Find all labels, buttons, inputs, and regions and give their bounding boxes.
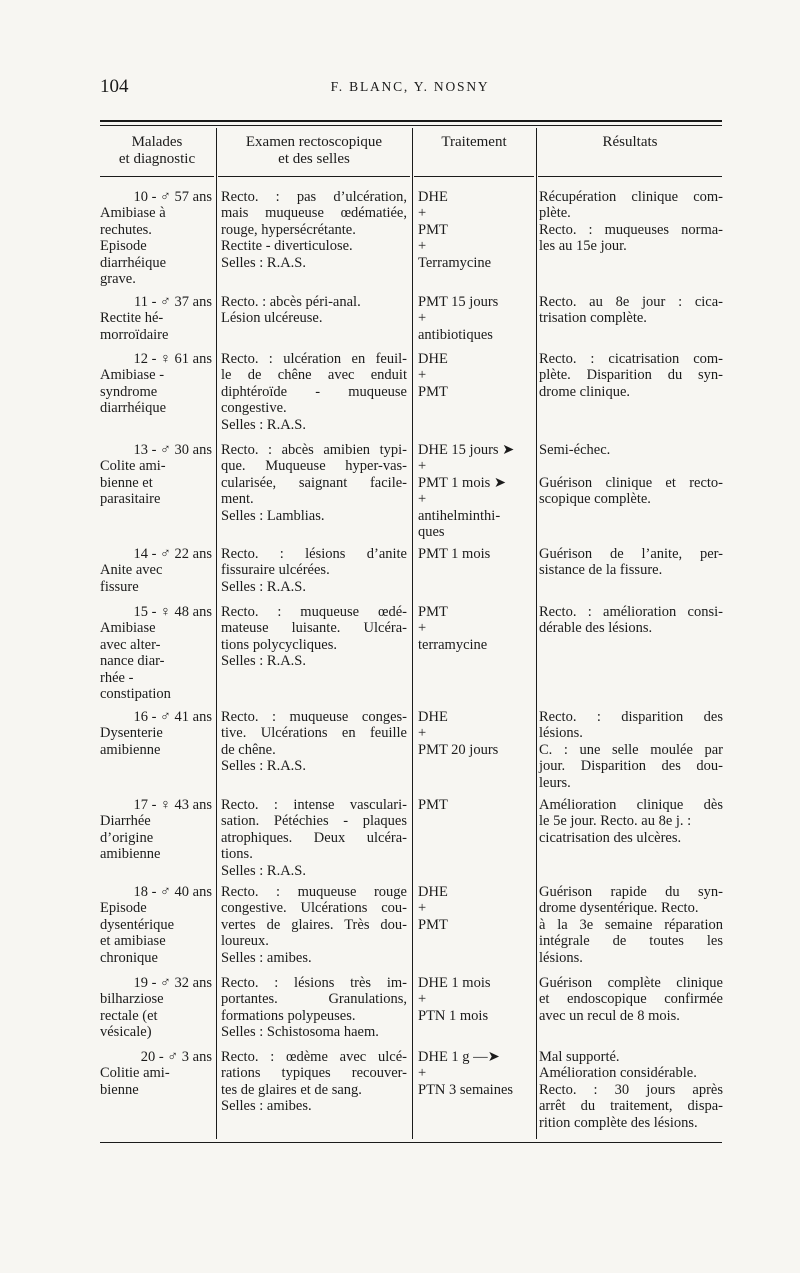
cell-examen: [221, 294, 407, 327]
text-line: Guérison rapide du syn-: [539, 884, 723, 900]
cell-resultats: [539, 351, 723, 400]
text-line: jour. Disparition des dou-: [539, 758, 723, 775]
text-line: Guérison complète clinique: [539, 975, 723, 991]
text-line: morroïdaire: [100, 326, 169, 343]
text-line: constipation: [100, 686, 171, 703]
cell-examen: [221, 546, 407, 595]
cell-traitement: [418, 546, 534, 562]
cell-examen: [221, 1049, 407, 1115]
text-line: PMT 1 mois ➤: [418, 474, 507, 491]
running-head: F. BLANC, Y. NOSNY: [330, 79, 490, 94]
text-line: plète.: [539, 205, 571, 222]
text-line: Amibiase à: [100, 205, 166, 222]
cell-examen: [221, 884, 407, 966]
table-top-rule: [100, 120, 722, 122]
text-line: 16 - ♂ 41 ans: [133, 709, 212, 725]
cell-malades: [100, 351, 212, 417]
text-line: PMT: [418, 604, 448, 620]
text-line: Rectite - diverticulose.: [221, 238, 353, 255]
text-line: Selles : amibes.: [221, 949, 312, 966]
cell-examen: [221, 351, 407, 433]
text-line: de chêne.: [221, 741, 276, 758]
text-line: formations polypeuses.: [221, 1007, 356, 1024]
column-header-traitement: [414, 134, 534, 151]
text-line: Selles : R.A.S.: [221, 254, 306, 271]
text-line: Recto. : lésions d’anite: [221, 546, 407, 562]
text-line: Selles : R.A.S.: [221, 653, 306, 670]
header-line: Malades: [131, 134, 183, 150]
text-line: ques: [418, 524, 445, 541]
text-line: Recto. : intense vasculari-: [221, 797, 407, 813]
text-line: Recto. : muqueuses norma-: [539, 221, 723, 238]
text-line: 11 - ♂ 37 ans: [134, 294, 212, 310]
text-line: dérable des lésions.: [539, 620, 653, 637]
text-line: Lésion ulcéreuse.: [221, 310, 323, 327]
cell-examen: [221, 975, 407, 1041]
text-line: 18 - ♂ 40 ans: [133, 884, 212, 900]
text-line: diphtéroïde - muqueuse: [221, 383, 407, 400]
text-line: DHE 1 g —➤: [418, 1049, 500, 1065]
cell-malades: [100, 546, 212, 595]
text-line: 20 - ♂ 3 ans: [140, 1049, 212, 1065]
header-underline: [100, 176, 214, 177]
text-line: rhée -: [100, 669, 134, 686]
cell-traitement: [418, 604, 534, 653]
text-line: Selles : Schistosoma haem.: [221, 1024, 379, 1041]
text-line: leurs.: [539, 774, 571, 791]
column-header-examen: [218, 134, 410, 168]
text-line: mateuse luisante. Ulcéra-: [221, 620, 407, 637]
text-line: sistance de la fissure.: [539, 562, 663, 579]
text-line: Episode: [100, 238, 147, 255]
cell-resultats: [539, 442, 723, 508]
text-line: Selles : Lamblias.: [221, 507, 325, 524]
text-line: C. : une selle moulée par: [539, 741, 723, 758]
text-line: congestive. Ulcérations cou-: [221, 900, 407, 917]
cell-resultats: [539, 884, 723, 966]
text-line: sation. Pétéchies - plaques: [221, 813, 407, 830]
text-line: le 5e jour. Recto. au 8e j. :: [539, 813, 692, 830]
text-line: tive. Ulcérations en feuille: [221, 725, 407, 742]
text-line: Rectite hé-: [100, 310, 164, 327]
cell-malades: [100, 797, 212, 863]
text-line: rations typiques recouver-: [221, 1065, 407, 1082]
text-line: dysentérique: [100, 916, 175, 933]
text-line: congestive.: [221, 400, 287, 417]
header-underline: [538, 176, 722, 177]
text-line: 13 - ♂ 30 ans: [133, 442, 212, 458]
text-line: bienne: [100, 1081, 139, 1098]
text-line: nance diar-: [100, 653, 165, 670]
text-line: Diarrhée: [100, 813, 151, 830]
text-line: amibienne: [100, 741, 161, 758]
cell-traitement: [418, 975, 534, 1024]
text-line: Recto. : cicatrisation com-: [539, 351, 723, 367]
text-line: Récupération clinique com-: [539, 189, 723, 205]
text-line: Recto. : lésions très im-: [221, 975, 407, 991]
column-divider: [536, 128, 537, 1139]
text-line: plète. Disparition du syn-: [539, 367, 723, 384]
text-line: Colite ami-: [100, 458, 166, 475]
text-line: PTN 3 semaines: [418, 1081, 514, 1098]
cell-resultats: [539, 546, 723, 579]
text-line: Recto. : amélioration consi-: [539, 604, 723, 620]
text-line: lésions.: [539, 725, 583, 742]
page-number: 104: [100, 76, 129, 97]
header-underline: [218, 176, 410, 177]
text-line: trisation complète.: [539, 310, 647, 327]
text-line: Anite avec: [100, 562, 163, 579]
table-top-rule-thin: [100, 125, 722, 126]
text-line: Mal supporté.: [539, 1049, 620, 1065]
text-line: parasitaire: [100, 491, 161, 508]
text-line: Selles : R.A.S.: [221, 862, 306, 879]
cell-traitement: [418, 294, 534, 343]
text-line: cularisée, saignant facile-: [221, 474, 407, 491]
text-line: +: [418, 310, 427, 327]
text-line: Recto. : abcès péri-anal.: [221, 294, 361, 310]
page-header: [100, 76, 720, 100]
cell-resultats: [539, 797, 723, 846]
text-line: PMT 1 mois: [418, 546, 491, 562]
text-line: vésicale): [100, 1024, 152, 1041]
text-line: Recto. : disparition des: [539, 709, 723, 725]
text-line: diarrhéique: [100, 254, 167, 271]
cell-resultats: [539, 294, 723, 327]
header-underline: [414, 176, 534, 177]
text-line: atrophiques. Deux ulcéra-: [221, 829, 407, 846]
text-line: intégrale de toutes les: [539, 933, 723, 950]
cell-resultats: [539, 709, 723, 791]
text-line: loureux.: [221, 933, 269, 950]
text-line: PTN 1 mois: [418, 1007, 489, 1024]
text-line: +: [418, 991, 427, 1008]
text-line: Terramycine: [418, 254, 492, 271]
cell-traitement: [418, 884, 534, 933]
text-line: chronique: [100, 949, 158, 966]
text-line: DHE 1 mois: [418, 975, 491, 991]
text-line: tions polycycliques.: [221, 636, 337, 653]
text-line: bienne et: [100, 474, 153, 491]
text-line: le de chêne avec enduit: [221, 367, 407, 384]
cell-examen: [221, 189, 407, 271]
text-line: d’origine: [100, 829, 154, 846]
text-line: +: [418, 458, 427, 475]
cell-malades: [100, 189, 212, 287]
cell-resultats: [539, 189, 723, 255]
text-line: 19 - ♂ 32 ans: [133, 975, 212, 991]
cell-examen: [221, 604, 407, 670]
text-line: DHE 15 jours ➤: [418, 442, 515, 458]
text-line: Dysenterie: [100, 725, 163, 742]
text-line: et endoscopique confirmée: [539, 991, 723, 1008]
text-line: Recto. : muqueuse œdé-: [221, 604, 407, 620]
header-line: et des selles: [278, 151, 350, 167]
text-line: Amélioration considérable.: [539, 1065, 697, 1082]
text-line: DHE: [418, 709, 448, 725]
text-line: Recto. au 8e jour : cica-: [539, 294, 723, 310]
text-line: 15 - ♀ 48 ans: [133, 604, 212, 620]
text-line: ment.: [221, 491, 254, 508]
text-line: PMT 15 jours: [418, 294, 499, 310]
text-line: Amibiase -: [100, 367, 165, 384]
text-line: Recto. : 30 jours après: [539, 1081, 723, 1098]
text-line: 17 - ♀ 43 ans: [133, 797, 212, 813]
text-line: rectale (et: [100, 1007, 158, 1024]
cell-traitement: [418, 709, 534, 758]
text-line: diarrhéique: [100, 400, 167, 417]
text-line: et amibiase: [100, 933, 166, 950]
column-divider: [412, 128, 413, 1139]
text-line: avec un recul de 8 mois.: [539, 1007, 680, 1024]
text-line: drome dysentérique. Recto.: [539, 900, 699, 917]
text-line: +: [418, 900, 427, 917]
text-line: Amélioration clinique dès: [539, 797, 723, 813]
text-line: rouge, hypersécrétante.: [221, 221, 356, 238]
text-line: Selles : R.A.S.: [221, 578, 306, 595]
text-line: tions.: [221, 846, 253, 863]
text-line: lésions.: [539, 949, 583, 966]
cell-traitement: [418, 189, 534, 271]
text-line: avec alter-: [100, 636, 161, 653]
text-line: DHE: [418, 884, 448, 900]
text-line: 14 - ♂ 22 ans: [133, 546, 212, 562]
cell-traitement: [418, 1049, 534, 1098]
text-line: fissure: [100, 578, 139, 595]
column-header-malades: [100, 134, 214, 168]
text-line: arrêt du traitement, dispa-: [539, 1098, 723, 1115]
text-line: Recto. : pas d’ulcération,: [221, 189, 407, 205]
text-line: Selles : amibes.: [221, 1098, 312, 1115]
text-line: +: [418, 205, 427, 222]
text-line: Selles : R.A.S.: [221, 758, 306, 775]
text-line: Recto. : ulcération en feuil-: [221, 351, 407, 367]
cell-malades: [100, 604, 212, 702]
text-line: scopique complète.: [539, 491, 651, 508]
text-line: syndrome: [100, 383, 158, 400]
text-line: drome clinique.: [539, 383, 631, 400]
text-line: DHE: [418, 351, 448, 367]
text-line: amibienne: [100, 846, 161, 863]
text-line: Guérison clinique et recto-: [539, 474, 723, 491]
cell-malades: [100, 975, 212, 1041]
header-line: Traitement: [441, 134, 507, 150]
text-line: PMT: [418, 916, 448, 933]
text-line: PMT 20 jours: [418, 741, 499, 758]
text-line: 10 - ♂ 57 ans: [133, 189, 212, 205]
cell-malades: [100, 442, 212, 508]
text-line: antihelminthi-: [418, 507, 501, 524]
text-line: tes de glaires et de sang.: [221, 1081, 362, 1098]
text-line: +: [418, 367, 427, 384]
cell-examen: [221, 442, 407, 524]
text-line: Recto. : muqueuse rouge: [221, 884, 407, 900]
cell-resultats: [539, 1049, 723, 1131]
text-line: +: [418, 1065, 427, 1082]
header-line: Résultats: [602, 134, 658, 150]
cell-resultats: [539, 604, 723, 637]
text-line: Selles : R.A.S.: [221, 416, 306, 433]
header-line: Examen rectoscopique: [245, 134, 383, 150]
text-line: +: [418, 491, 427, 508]
text-line: portantes. Granulations,: [221, 991, 407, 1008]
header-line: et diagnostic: [118, 151, 196, 167]
text-line: vertes de glaires. Très dou-: [221, 916, 407, 933]
text-line: Episode: [100, 900, 147, 917]
cell-traitement: [418, 797, 534, 813]
text-line: PMT: [418, 383, 448, 400]
column-divider: [216, 128, 217, 1139]
text-line: Recto. : abcès amibien typi-: [221, 442, 407, 458]
text-line: PMT: [418, 797, 448, 813]
cell-malades: [100, 294, 212, 343]
text-line: Recto. : muqueuse conges-: [221, 709, 407, 725]
text-line: Colitie ami-: [100, 1065, 170, 1082]
text-line: les au 15e jour.: [539, 238, 627, 255]
text-line: terramycine: [418, 636, 488, 653]
text-line: à la 3e semaine réparation: [539, 916, 723, 933]
text-line: que. Muqueuse hyper-vas-: [221, 458, 407, 475]
text-line: mais muqueuse œdématiée,: [221, 205, 407, 222]
cell-traitement: [418, 351, 534, 400]
text-line: +: [418, 725, 427, 742]
text-line: Recto. : œdème avec ulcé-: [221, 1049, 407, 1065]
text-line: grave.: [100, 271, 136, 288]
cell-malades: [100, 884, 212, 966]
text-line: rition complète des lésions.: [539, 1114, 698, 1131]
cell-malades: [100, 1049, 212, 1098]
text-line: rechutes.: [100, 221, 152, 238]
table-bottom-rule: [100, 1142, 722, 1143]
column-header-resultats: [538, 134, 722, 151]
text-line: cicatrisation des ulcères.: [539, 829, 682, 846]
text-line: [539, 458, 723, 474]
text-line: fissuraire ulcérées.: [221, 562, 330, 579]
cell-examen: [221, 709, 407, 775]
cell-malades: [100, 709, 212, 758]
text-line: Amibiase: [100, 620, 156, 637]
text-line: DHE: [418, 189, 448, 205]
text-line: 12 - ♀ 61 ans: [133, 351, 212, 367]
cell-examen: [221, 797, 407, 879]
text-line: PMT: [418, 221, 448, 238]
text-line: bilharziose: [100, 991, 164, 1008]
text-line: +: [418, 238, 427, 255]
cell-traitement: [418, 442, 534, 540]
text-line: Semi-échec.: [539, 442, 611, 458]
text-line: +: [418, 620, 427, 637]
text-line: Guérison de l’anite, per-: [539, 546, 723, 562]
cell-resultats: [539, 975, 723, 1024]
text-line: antibiotiques: [418, 326, 493, 343]
